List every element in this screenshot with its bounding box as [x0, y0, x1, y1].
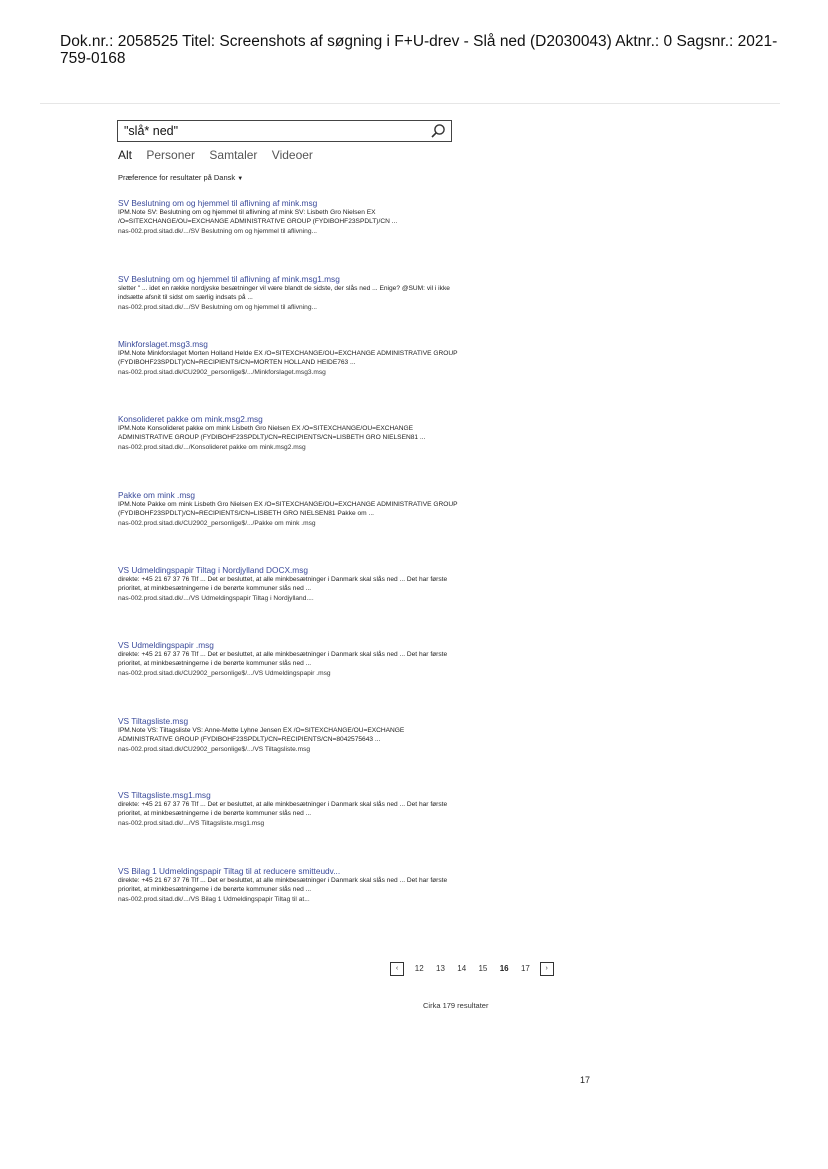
page-link[interactable]: 14 [457, 964, 467, 974]
result-item [118, 198, 458, 236]
tab-people[interactable]: Personer [146, 148, 196, 162]
tab-all[interactable]: Alt [118, 148, 133, 162]
result-snippet: IPM.Note VS: Tiltagsliste VS: Anne-Mette Lyhne Jensen EX /O=SITEXCHANGE/OU=EXCHANGE ADMINISTRATIVE GROUP (FYDIBOHF23SPDLT)/CN=RECIPIENTS/CN=8042575643 ... [118, 727, 405, 743]
result-item [118, 490, 458, 528]
result-title[interactable]: VS Udmeldingspapir .msg [118, 640, 214, 650]
search-query[interactable]: "slå* ned" [124, 124, 179, 138]
result-item [118, 414, 458, 452]
result-snippet: direkte: +45 21 67 37 76 Tlf ... Det er besluttet, at alle minkbesætninger i Danmark skal slås ned ... Det har første prioritet, at minkbesætningerne i de berørte kommuner slås ned ... [118, 651, 448, 667]
result-snippet: IPM.Note SV: Beslutning om og hjemmel til aflivning af mink SV: Lisbeth Gro Nielsen EX /O=SITEXCHANGE/OU=EXCHANGE ADMINISTRATIVE GROUP (FYDIBOHF23SPDLT)/CN ... [118, 209, 398, 225]
result-count: Cirka 179 resultater [423, 1001, 489, 1010]
result-snippet: IPM.Note Minkforslaget Morten Holland Helde EX /O=SITEXCHANGE/OU=EXCHANGE ADMINISTRATIVE GROUP (FYDIBOHF23SPDLT)/CN=RECIPIENTS/CN=MORTEN HOLLAND HEIDE763 ... [118, 350, 458, 366]
result-title[interactable]: SV Beslutning om og hjemmel til aflivning af mink.msg1.msg [118, 274, 340, 284]
prev-page-button[interactable]: ‹ [390, 962, 404, 976]
divider [40, 103, 780, 104]
result-url[interactable]: nas-002.prod.sitad.dk/.../VS Udmeldingspapir Tiltag i Nordjylland.... [118, 595, 314, 603]
page-link-current[interactable]: 16 [499, 964, 509, 974]
result-item [118, 866, 458, 904]
language-preference-label[interactable]: Præference for resultater på Dansk [118, 173, 236, 182]
next-page-button[interactable]: › [540, 962, 554, 976]
result-url[interactable]: nas-002.prod.sitad.dk/.../VS Bilag 1 Udmeldingspapir Tiltag til at... [118, 896, 310, 904]
document-header: Dok.nr.: 2058525 Titel: Screenshots af søgning i F+U-drev - Slå ned (D2030043) Aktnr.: 0 Sagsnr.: 2021-759-0168 [60, 33, 778, 67]
language-preference[interactable] [118, 173, 243, 182]
pagination [390, 962, 560, 976]
result-url[interactable]: nas-002.prod.sitad.dk/CU2902_personlige$/.../Minkforslaget.msg3.msg [118, 369, 326, 377]
result-item [118, 640, 458, 678]
result-title[interactable]: VS Bilag 1 Udmeldingspapir Tiltag til at reducere smitteudv... [118, 866, 341, 876]
result-snippet: IPM.Note Pakke om mink Lisbeth Gro Nielsen EX /O=SITEXCHANGE/OU=EXCHANGE ADMINISTRATIVE GROUP (FYDIBOHF23SPDLT)/CN=RECIPIENTS/CN=LISBETH GRO NIELSEN81 Pakke om ... [118, 501, 458, 517]
result-url[interactable]: nas-002.prod.sitad.dk/CU2902_personlige$/.../VS Tiltagsliste.msg [118, 746, 311, 754]
result-item [118, 339, 458, 377]
search-tabs [118, 148, 324, 162]
result-url[interactable]: nas-002.prod.sitad.dk/.../Konsolideret pakke om mink.msg2.msg [118, 444, 306, 452]
result-snippet: sletter " ... idet en række nordjyske besætninger vil være blandt de sidste, der slås ned ... Enige? @SUM: vil i ikke indsætte afsnit til sidst om særlig indsats på ... [118, 285, 450, 301]
page-link[interactable]: 13 [436, 964, 445, 974]
page-link[interactable]: 12 [414, 964, 424, 974]
result-url[interactable]: nas-002.prod.sitad.dk/CU2902_personlige$/.../VS Udmeldingspapir .msg [118, 670, 331, 678]
result-item [118, 716, 458, 754]
result-title[interactable]: SV Beslutning om og hjemmel til aflivning af mink.msg [118, 198, 318, 208]
tab-conversations[interactable]: Samtaler [209, 148, 258, 162]
result-url[interactable]: nas-002.prod.sitad.dk/CU2902_personlige$/.../Pakke om mink .msg [118, 520, 316, 528]
result-title[interactable]: VS Tiltagsliste.msg1.msg [118, 790, 211, 800]
result-title[interactable]: Konsolideret pakke om mink.msg2.msg [118, 414, 263, 424]
page-number: 17 [580, 1075, 591, 1085]
search-input[interactable] [117, 120, 452, 142]
result-item [118, 790, 458, 828]
result-title[interactable]: VS Udmeldingspapir Tiltag i Nordjylland DOCX.msg [118, 565, 308, 575]
result-url[interactable]: nas-002.prod.sitad.dk/.../VS Tiltagsliste.msg1.msg [118, 820, 265, 828]
result-snippet: direkte: +45 21 67 37 76 Tlf ... Det er besluttet, at alle minkbesætninger i Danmark skal slås ned ... Det har første prioritet, at minkbesætningerne i de berørte kommuner slås ned ... [118, 801, 448, 817]
tab-videos[interactable]: Videoer [271, 148, 313, 162]
result-item [118, 565, 458, 603]
result-title[interactable]: VS Tiltagsliste.msg [118, 716, 189, 726]
search-icon[interactable] [430, 123, 446, 139]
result-snippet: direkte: +45 21 67 37 76 Tlf ... Det er besluttet, at alle minkbesætninger i Danmark skal slås ned ... Det har første prioritet, at minkbesætningerne i de berørte kommuner slås ned ... [118, 877, 448, 893]
result-title[interactable]: Minkforslaget.msg3.msg [118, 339, 208, 349]
result-url[interactable]: nas-002.prod.sitad.dk/.../SV Beslutning om og hjemmel til aflivning... [118, 228, 318, 236]
result-url[interactable]: nas-002.prod.sitad.dk/.../SV Beslutning om og hjemmel til aflivning... [118, 304, 318, 312]
page-link[interactable]: 15 [478, 964, 488, 974]
result-snippet: IPM.Note Konsolideret pakke om mink Lisbeth Gro Nielsen EX /O=SITEXCHANGE/OU=EXCHANGE ADMINISTRATIVE GROUP (FYDIBOHF23SPDLT)/CN=RECIPIENTS/CN=LISBETH GRO NIELSEN81 ... [118, 425, 426, 441]
page-link[interactable]: 17 [520, 964, 530, 974]
chevron-down-icon[interactable]: ▼ [237, 176, 244, 182]
result-title[interactable]: Pakke om mink .msg [118, 490, 195, 500]
result-item [118, 274, 458, 312]
result-snippet: direkte: +45 21 67 37 76 Tlf ... Det er besluttet, at alle minkbesætninger i Danmark skal slås ned ... Det har første prioritet, at minkbesætningerne i de berørte kommuner slås ned ... [118, 576, 448, 592]
